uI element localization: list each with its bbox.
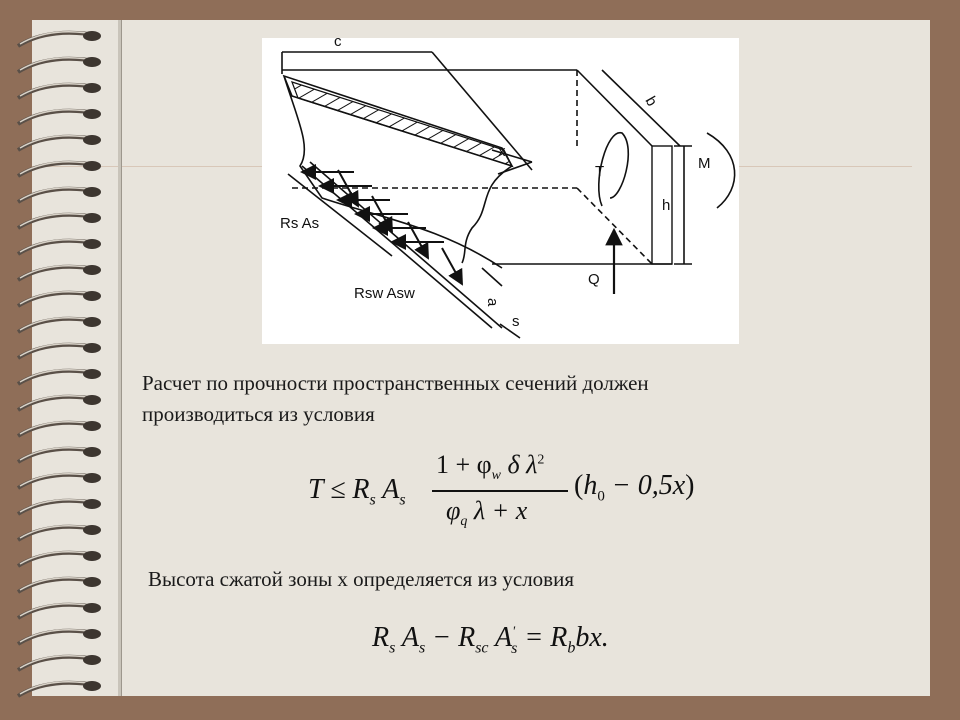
formula2-r1: R: [372, 622, 390, 653]
label-rsw-asw: Rsw Asw: [354, 285, 415, 302]
spiral-hole: [83, 473, 101, 483]
formula1-num-rest: δ λ: [507, 450, 538, 479]
spiral-hole: [83, 213, 101, 223]
spiral-hole: [83, 421, 101, 431]
formula2-r1-sub: s: [389, 639, 396, 657]
spiral-hole: [83, 369, 101, 379]
paragraph-1-line-1: Расчет по прочности пространственных сечений должен: [142, 371, 649, 395]
spiral-hole: [83, 655, 101, 665]
paragraph-1-line-2: производиться из условия: [142, 402, 375, 426]
spiral-hole: [83, 239, 101, 249]
beam-diagram: [262, 38, 739, 344]
compressed-zone-formula: [372, 622, 609, 658]
formula1-num-w: w: [491, 468, 502, 484]
formula2-r2-sub: sc: [475, 639, 489, 657]
formula2-minus: − R: [432, 622, 476, 653]
label-c: c: [334, 38, 342, 50]
formula2-tail: bx.: [575, 622, 609, 653]
formula1-sub-s: s: [369, 491, 376, 509]
spiral-hole: [83, 343, 101, 353]
formula2-a1-sub: s: [418, 639, 426, 657]
spiral-binding: [0, 0, 120, 720]
label-t: T: [595, 163, 605, 180]
formula2-a2-sup: ': [512, 624, 516, 640]
spiral-hole: [83, 187, 101, 197]
formula1-num-1: 1 + φ: [436, 450, 492, 479]
spiral-hole: [83, 265, 101, 275]
binding-line-shadow: [121, 20, 122, 696]
spiral-hole: [83, 135, 101, 145]
formula1-paren-rest: − 0,5x: [611, 470, 686, 501]
label-m: M: [698, 155, 711, 172]
label-a: a: [484, 298, 501, 307]
label-rs-as: Rs As: [280, 215, 320, 232]
label-q: Q: [588, 271, 600, 288]
formula2-a2-sub: s: [511, 639, 518, 657]
spiral-hole: [83, 447, 101, 457]
spiral-hole: [83, 551, 101, 561]
formula1-paren-0: 0: [597, 488, 605, 505]
formula1-den-q: q: [460, 514, 468, 530]
formula2-a2: A: [495, 622, 513, 653]
formula2-a1: A: [401, 622, 419, 653]
spiral-hole: [83, 577, 101, 587]
formula1-a: A: [382, 474, 400, 505]
formula1-den-phi: φ: [446, 496, 461, 525]
spiral-hole: [83, 109, 101, 119]
spiral-hole: [83, 603, 101, 613]
formula1-sub-s2: s: [399, 491, 406, 509]
label-h: h: [662, 197, 671, 214]
formula1-lhs: T ≤ R: [308, 474, 370, 505]
spiral-hole: [83, 31, 101, 41]
spiral-hole: [83, 291, 101, 301]
spiral-hole: [83, 83, 101, 93]
spiral-hole: [83, 317, 101, 327]
label-b: b: [641, 93, 661, 110]
label-s: s: [512, 313, 520, 330]
formula1-fraction-bar: [432, 490, 568, 492]
formula1-num-sq: 2: [537, 452, 545, 468]
spiral-hole: [83, 161, 101, 171]
spiral-hole: [83, 525, 101, 535]
label-x: x: [498, 143, 506, 160]
formula2-eq: = R: [524, 622, 568, 653]
spiral-hole: [83, 395, 101, 405]
formula1-paren-h: h: [583, 470, 598, 501]
paragraph-2: Высота сжатой зоны x определяется из условия: [148, 567, 574, 591]
spiral-hole: [83, 681, 101, 691]
spiral-hole: [83, 629, 101, 639]
spiral-hole: [83, 499, 101, 509]
formula1-den-rest: λ + x: [473, 496, 528, 525]
formula2-r3-sub: b: [567, 639, 576, 657]
spiral-hole: [83, 57, 101, 67]
